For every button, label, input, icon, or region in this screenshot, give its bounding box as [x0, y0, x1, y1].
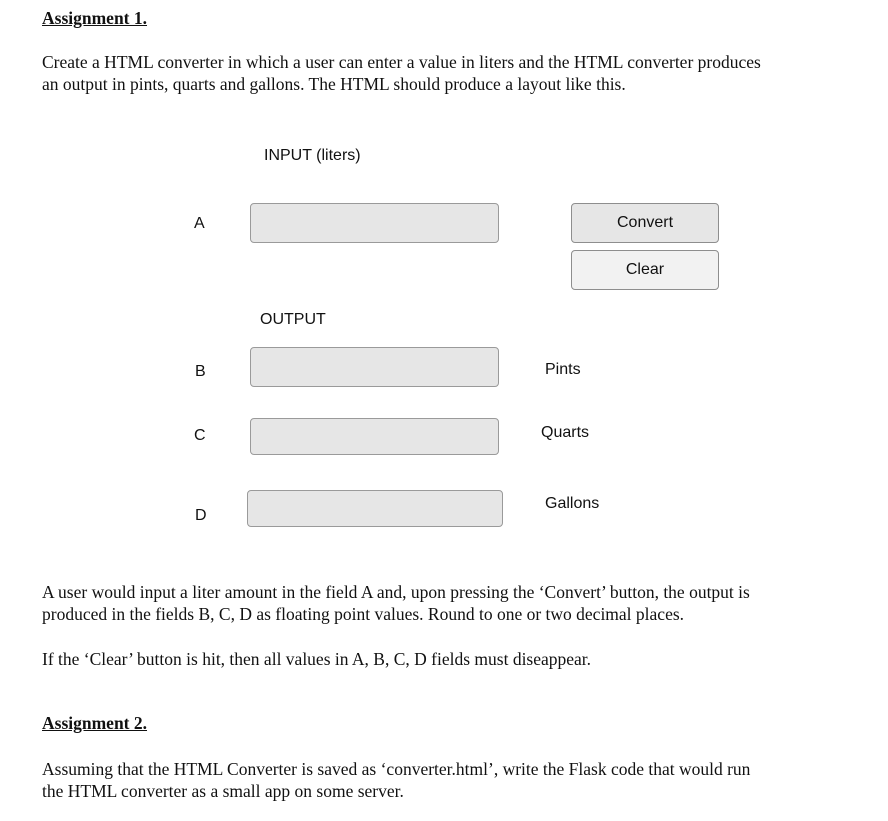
row-label-d: D [195, 507, 207, 524]
input-label: INPUT (liters) [264, 147, 361, 164]
assignment-1-description [42, 581, 842, 625]
quarts-label: Quarts [541, 424, 590, 441]
gallons-label: Gallons [545, 495, 600, 512]
assignment-1-clear-note [42, 648, 842, 670]
assignment-1-heading: Assignment 1. [42, 8, 148, 28]
assignment-2-line-2: the HTML converter as a small app on some server. [42, 781, 404, 801]
clear-button[interactable]: Clear [571, 250, 719, 290]
pints-output-field-b[interactable] [250, 347, 499, 387]
intro-line-1: Create a HTML converter in which a user can enter a value in liters and the HTML converter produces [42, 52, 761, 72]
row-label-b: B [195, 363, 206, 380]
intro-line-2: an output in pints, quarts and gallons. The HTML should produce a layout like this. [42, 74, 626, 94]
output-label: OUTPUT [260, 311, 326, 328]
quarts-output-field-c[interactable] [250, 418, 499, 455]
convert-button[interactable]: Convert [571, 203, 719, 243]
assignment-2-heading: Assignment 2. [42, 713, 148, 733]
assignment-1-intro [42, 51, 842, 95]
liters-input-field-a[interactable] [250, 203, 499, 243]
assignment-2-body [42, 758, 842, 802]
row-label-a: A [194, 215, 205, 232]
clear-note-line: If the ‘Clear’ button is hit, then all values in A, B, C, D fields must diseappear. [42, 649, 592, 669]
description-line-2: produced in the fields B, C, D as floating point values. Round to one or two decimal places. [42, 604, 685, 624]
assignment-2-line-1: Assuming that the HTML Converter is saved as ‘converter.html’, write the Flask code that would run [42, 759, 751, 779]
pints-label: Pints [545, 361, 581, 378]
description-line-1: A user would input a liter amount in the field A and, upon pressing the ‘Convert’ button, the output is [42, 582, 750, 602]
gallons-output-field-d[interactable] [247, 490, 503, 527]
row-label-c: C [194, 427, 206, 444]
